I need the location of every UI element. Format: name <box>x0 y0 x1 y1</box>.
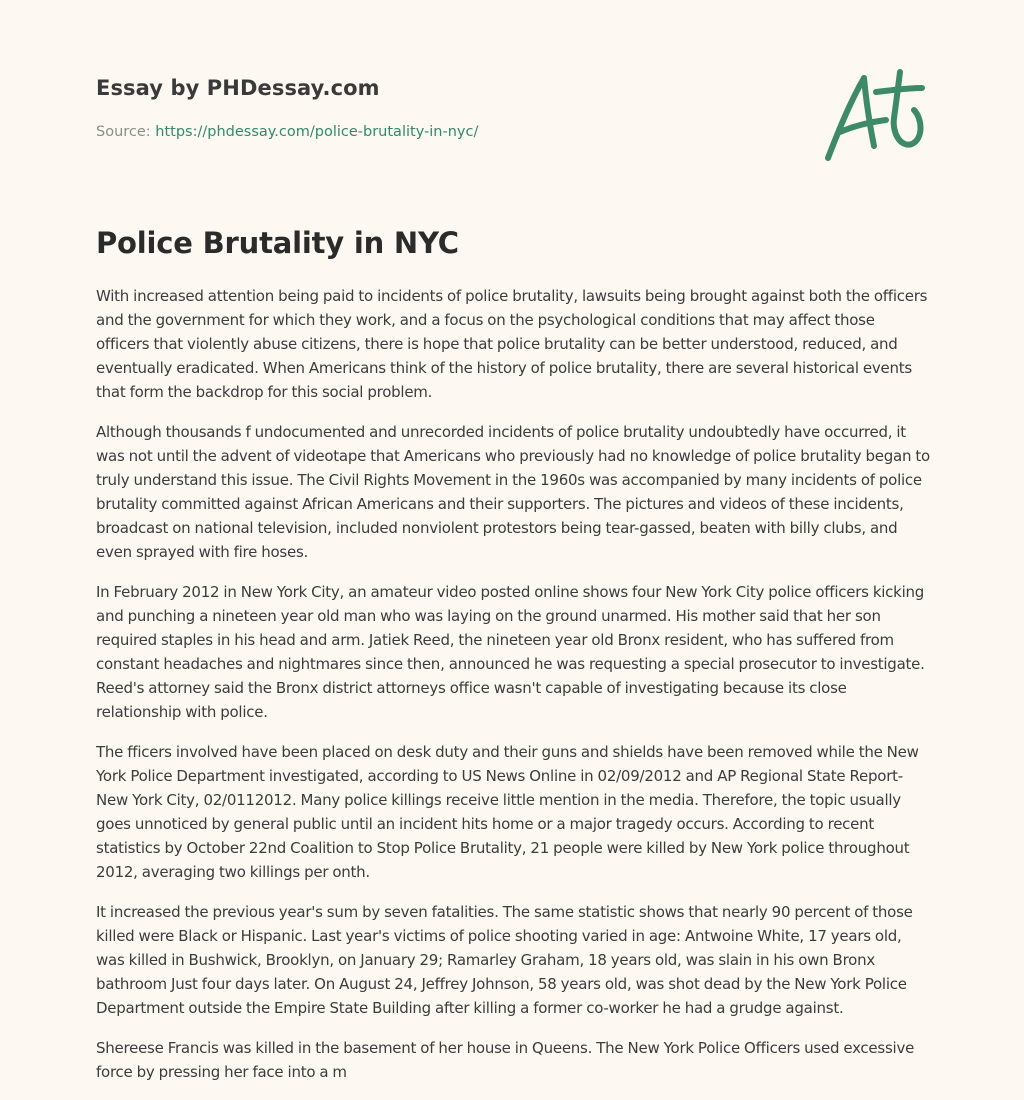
essay-paragraph: The fficers involved have been placed on desk duty and their guns and shields have been removed while the New York Police Department investigated, according to US News Online in 02/09/2012 and AP Regional State Report-New York City, 02/0112012. Many police killings receive little mention in the media. Therefore, the topic usually goes unnoticed by general public until an incident hits home or a major tragedy occurs. According to recent statistics by October 22nd Coalition to Stop Police Brutality, 21 people were killed by New York police throughout 2012, averaging two killings per onth. <box>96 743 919 881</box>
source-link[interactable]: https://phdessay.com/police-brutality-in-nyc/ <box>155 124 479 140</box>
essay-title: Police Brutality in NYC <box>96 226 459 260</box>
essay-body <box>96 284 930 1100</box>
essay-paragraph: It increased the previous year's sum by seven fatalities. The same statistic shows that nearly 90 percent of those killed were Black or Hispanic. Last year's victims of police shooting varied in age: Antwoine White, 17 years old, was killed in Bushwick, Brooklyn, on January 29; Ramarley Graham, 18 years old, was slain in his own Bronx bathroom Just four days later. On August 24, Jeffrey Johnson, 58 years old, was shot dead by the New York Police Department outside the Empire State Building after killing a former co-worker he had a grudge against. <box>96 903 913 1017</box>
site-title: Essay by PHDessay.com <box>96 76 380 100</box>
essay-paragraph: With increased attention being paid to incidents of police brutality, lawsuits being brought against both the officers and the government for which they work, and a focus on the psychological conditions that may affect those officers that violently abuse citizens, there is hope that police brutality can be better understood, reduced, and eventually eradicated. When Americans think of the history of police brutality, there are several historical events that form the backdrop for this social problem. <box>96 287 928 401</box>
essay-paragraph: In February 2012 in New York City, an amateur video posted online shows four New York City police officers kicking and punching a nineteen year old man who was laying on the ground unarmed. His mother said that her son required staples in his head and arm. Jatiek Reed, the nineteen year old Bronx resident, who has suffered from constant headaches and nightmares since then, announced he was requesting a special prosecutor to investigate. Reed's attorney said the Bronx district attorneys office wasn't capable of investigating because its close relationship with police. <box>96 583 925 721</box>
source-line <box>96 124 478 140</box>
source-label: Source: <box>96 124 156 140</box>
essay-paragraph: Although thousands f undocumented and unrecorded incidents of police brutality undoubtedly have occurred, it was not until the advent of videotape that Americans who previously had no knowledge of police brutality began to truly understand this issue. The Civil Rights Movement in the 1960s was accompanied by many incidents of police brutality committed against African Americans and their supporters. The pictures and videos of these incidents, broadcast on national television, included nonviolent protestors being tear-gassed, beaten with billy clubs, and even sprayed with fire hoses. <box>96 423 930 561</box>
essay-paragraph: Shereese Francis was killed in the basement of her house in Queens. The New York Police Officers used excessive force by pressing her face into a m <box>96 1039 915 1081</box>
a-plus-logo-icon <box>814 66 930 166</box>
